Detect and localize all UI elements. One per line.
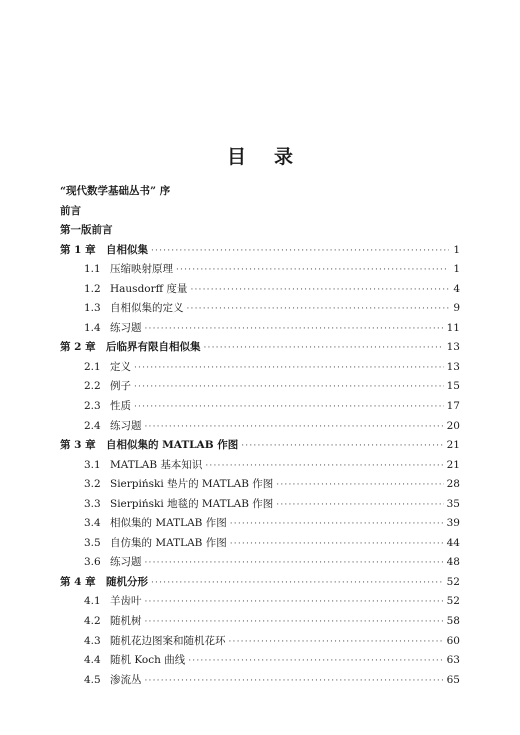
toc-section-entry[interactable] xyxy=(60,261,460,281)
toc-entry-number: 1.4 xyxy=(84,321,101,334)
toc-section-entry[interactable] xyxy=(60,418,460,438)
toc-entry-number: 4.4 xyxy=(84,654,101,667)
toc-entry-label: 练习题 xyxy=(110,321,142,334)
toc-entry-number: 1.3 xyxy=(84,302,101,315)
toc-front-matter-item[interactable] xyxy=(60,183,460,203)
toc-entry-number: 3.1 xyxy=(84,458,101,471)
toc-entry-number: 第 3 章 xyxy=(60,439,96,452)
toc-entry-label: 随机花边图案和随机花环 xyxy=(110,634,226,647)
toc-entry-label: Sierpiński 地毯的 MATLAB 作图 xyxy=(110,497,274,510)
toc-dot-leader xyxy=(176,265,449,275)
toc-entry-number: 4.2 xyxy=(84,615,101,628)
toc-section-entry[interactable] xyxy=(60,457,460,477)
toc-entry-number: 1.2 xyxy=(84,282,101,295)
toc-entry-label: 练习题 xyxy=(110,556,142,569)
toc-entry-label: 随机 Koch 曲线 xyxy=(110,654,186,667)
toc-entry-label: 压缩映射原理 xyxy=(110,263,173,276)
toc-entry-label: 第一版前言 xyxy=(60,224,113,237)
toc-page-number: 1 xyxy=(453,243,460,256)
toc-dot-leader xyxy=(134,363,444,373)
page-title-right: 录 xyxy=(274,146,294,168)
toc-page-number: 20 xyxy=(446,419,460,432)
toc-entry-number: 3.4 xyxy=(84,517,101,530)
toc-entry-label: 渗流丛 xyxy=(110,673,142,686)
toc-section-entry[interactable] xyxy=(60,554,460,574)
toc-entry-number: 2.1 xyxy=(84,360,101,373)
toc-page-number: 21 xyxy=(446,439,460,452)
toc-entry-label: “现代数学基础丛书” 序 xyxy=(60,185,171,197)
toc-section-entry[interactable] xyxy=(60,359,460,379)
toc-entry-number: 2.2 xyxy=(84,380,101,393)
toc-entry-label: 随机树 xyxy=(110,615,142,628)
toc-entry-number: 4.1 xyxy=(84,595,101,608)
toc-entry-label: Hausdorff 度量 xyxy=(110,282,188,295)
toc-section-entry[interactable] xyxy=(60,281,460,301)
toc-page-number: 13 xyxy=(446,341,460,354)
toc-chapter-entry[interactable] xyxy=(60,242,460,262)
toc-entry-label: 例子 xyxy=(110,380,131,393)
toc-dot-leader xyxy=(188,656,443,666)
toc-page-number: 17 xyxy=(446,400,460,413)
toc-section-entry[interactable] xyxy=(60,378,460,398)
toc-section-entry[interactable] xyxy=(60,633,460,653)
toc-chapter-entry[interactable] xyxy=(60,437,460,457)
toc-entry-number: 第 1 章 xyxy=(60,243,96,256)
toc-front-matter-item[interactable] xyxy=(60,203,460,223)
toc-front-matter-item[interactable] xyxy=(60,222,460,242)
toc-entry-number: 1.1 xyxy=(84,263,101,276)
toc-page-number: 28 xyxy=(446,478,460,491)
toc-entry-label: 羊齿叶 xyxy=(110,595,142,608)
toc-page-number: 63 xyxy=(446,654,460,667)
toc-page-number: 4 xyxy=(453,282,460,295)
toc-section-entry[interactable] xyxy=(60,535,460,555)
toc-dot-leader xyxy=(230,539,444,549)
toc-entry-number: 3.2 xyxy=(84,478,101,491)
toc-dot-leader xyxy=(145,597,444,607)
toc-entry-label: 练习题 xyxy=(110,419,142,432)
page-title xyxy=(0,142,520,169)
toc-entry-label: 性质 xyxy=(110,400,131,413)
toc-page-number: 15 xyxy=(446,380,460,393)
toc-section-entry[interactable] xyxy=(60,300,460,320)
toc-page-number: 44 xyxy=(446,536,460,549)
toc-dot-leader xyxy=(190,285,449,295)
toc-entry-label: 相似集的 MATLAB 作图 xyxy=(110,517,227,530)
toc-page-number: 21 xyxy=(446,458,460,471)
toc-entry-label: 自相似集的 MATLAB 作图 xyxy=(106,439,239,452)
toc-section-entry[interactable] xyxy=(60,496,460,516)
toc-page-number: 39 xyxy=(446,517,460,530)
toc-chapter-entry[interactable] xyxy=(60,574,460,594)
toc-dot-leader xyxy=(145,617,444,627)
toc-entry-label: 自相似集 xyxy=(106,243,148,256)
toc-page-number: 1 xyxy=(453,263,460,276)
toc-entry-label: 自仿集的 MATLAB 作图 xyxy=(110,536,227,549)
toc-page-number: 35 xyxy=(446,497,460,510)
toc-entry-number: 2.4 xyxy=(84,419,101,432)
toc-entry-number: 第 4 章 xyxy=(60,575,96,588)
toc-page-number: 65 xyxy=(446,673,460,686)
toc-entry-number: 3.6 xyxy=(84,556,101,569)
toc-dot-leader xyxy=(276,480,443,490)
toc-dot-leader xyxy=(204,343,444,353)
toc-dot-leader xyxy=(241,441,443,451)
toc-entry-label: Sierpiński 垫片的 MATLAB 作图 xyxy=(110,478,274,491)
toc-entry-label: 自相似集的定义 xyxy=(110,302,184,315)
toc-page-number: 9 xyxy=(453,302,460,315)
toc-page-number: 58 xyxy=(446,615,460,628)
toc-entry-label: 定义 xyxy=(110,360,131,373)
toc-section-entry[interactable] xyxy=(60,672,460,692)
toc-entry-number: 4.5 xyxy=(84,673,101,686)
toc-section-entry[interactable] xyxy=(60,593,460,613)
toc-dot-leader xyxy=(276,500,443,510)
toc-page-number: 48 xyxy=(446,556,460,569)
toc-dot-leader xyxy=(230,519,444,529)
toc-entry-number: 3.3 xyxy=(84,497,101,510)
toc-entry-number: 4.3 xyxy=(84,634,101,647)
toc-entry-label: MATLAB 基本知识 xyxy=(110,458,203,471)
toc-entry-label: 前言 xyxy=(60,204,81,217)
toc-chapter-entry[interactable] xyxy=(60,339,460,359)
toc-section-entry[interactable] xyxy=(60,613,460,633)
toc-dot-leader xyxy=(134,402,444,412)
toc-section-entry[interactable] xyxy=(60,398,460,418)
toc-dot-leader xyxy=(145,558,444,568)
toc-dot-leader xyxy=(145,676,444,686)
toc-page-number: 52 xyxy=(446,595,460,608)
toc-page-number: 52 xyxy=(446,575,460,588)
page-title-left: 目 xyxy=(226,146,246,168)
toc-section-entry[interactable] xyxy=(60,515,460,535)
toc-entry-number: 3.5 xyxy=(84,536,101,549)
toc-dot-leader xyxy=(151,578,444,588)
toc-section-entry[interactable] xyxy=(60,652,460,672)
toc-section-entry[interactable] xyxy=(60,320,460,340)
toc-entry-number: 第 2 章 xyxy=(60,341,96,354)
toc-dot-leader xyxy=(229,637,444,647)
toc-page-number: 60 xyxy=(446,634,460,647)
toc-page-number: 13 xyxy=(446,360,460,373)
toc-dot-leader xyxy=(145,324,444,334)
toc-dot-leader xyxy=(187,304,450,314)
toc-dot-leader xyxy=(205,461,443,471)
toc-entry-number: 2.3 xyxy=(84,400,101,413)
toc-entry-label: 后临界有限自相似集 xyxy=(106,341,201,354)
toc-dot-leader xyxy=(151,246,449,256)
toc-entry-label: 随机分形 xyxy=(106,575,148,588)
toc-page-number: 11 xyxy=(446,321,460,334)
toc-dot-leader xyxy=(134,382,444,392)
toc-section-entry[interactable] xyxy=(60,476,460,496)
toc-dot-leader xyxy=(145,422,444,432)
table-of-contents xyxy=(60,183,460,691)
